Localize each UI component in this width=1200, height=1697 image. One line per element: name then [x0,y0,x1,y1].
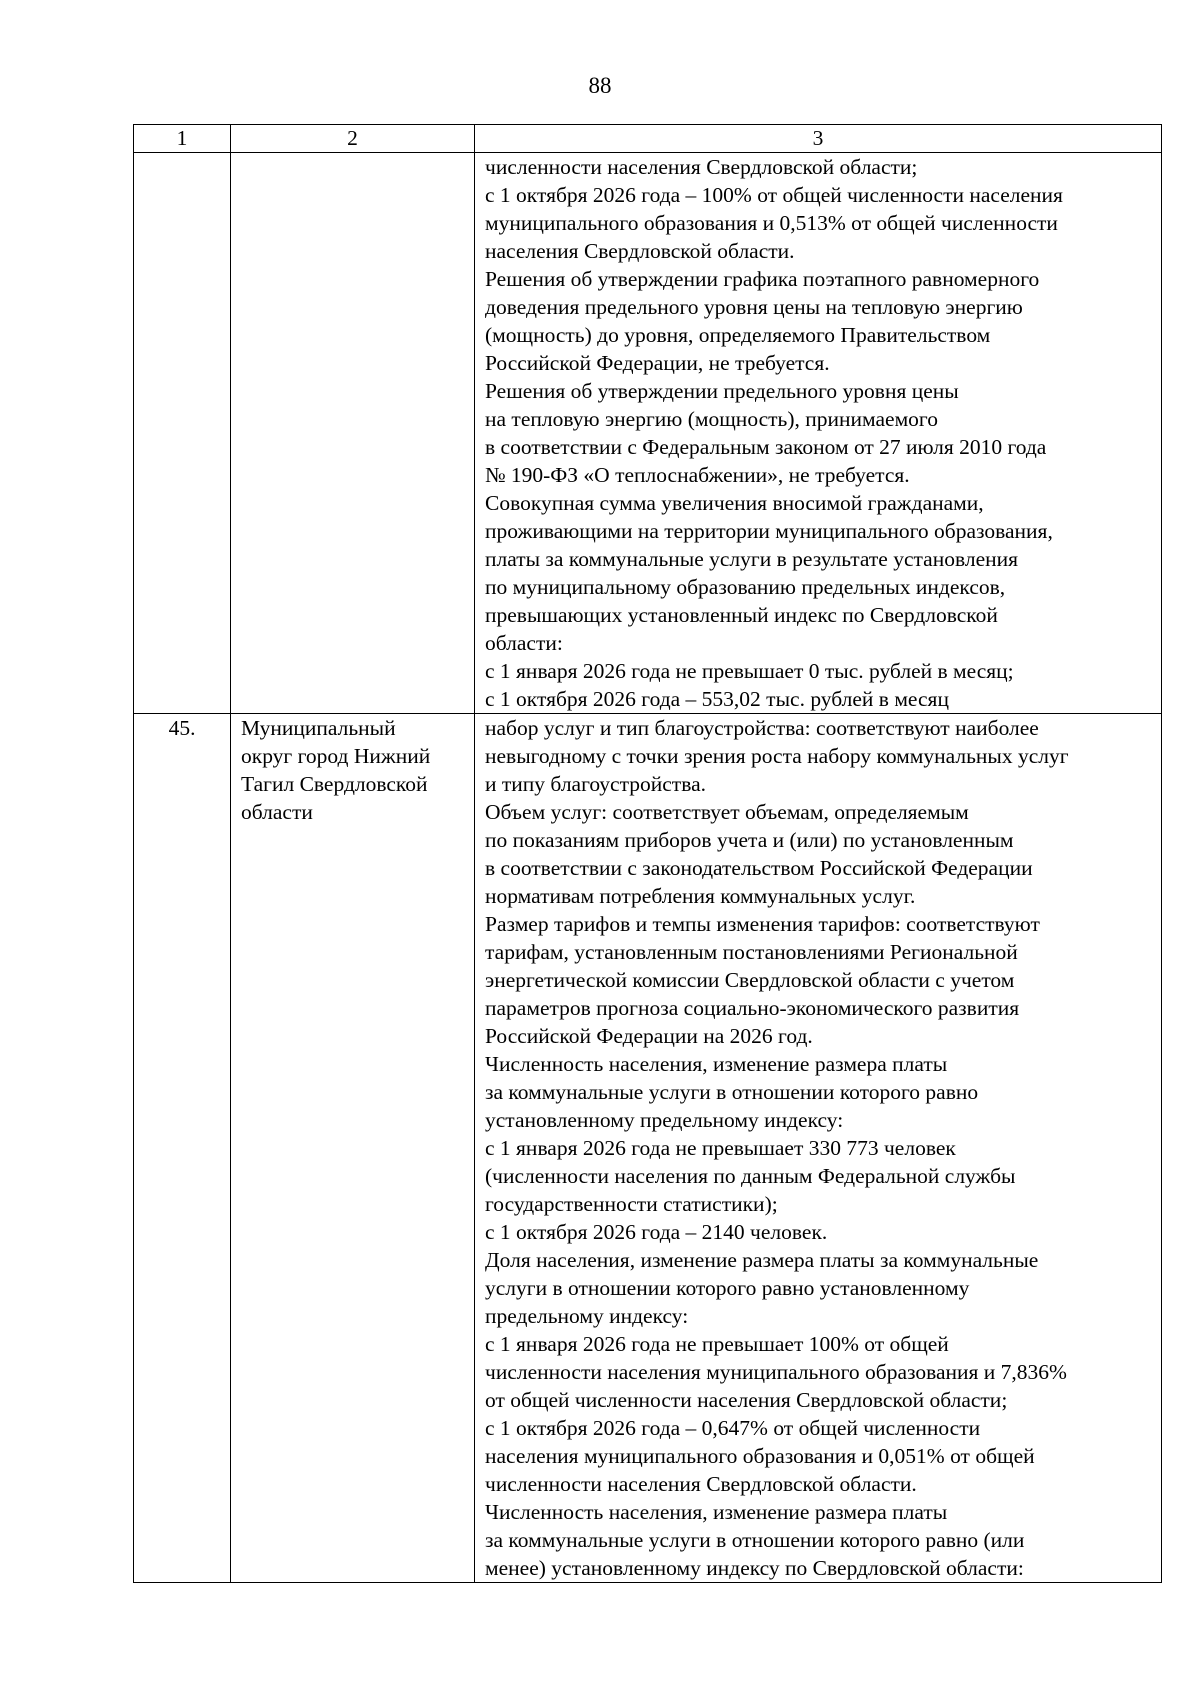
description-line: с 1 октября 2026 года – 0,647% от общей численности [485,1416,981,1440]
table-row [134,714,1162,1583]
description-cell [475,714,1162,1583]
header-col-3: 3 [475,125,1162,153]
description-line: (численности населения по данным Федеральной службы [485,1164,1016,1188]
description-line: Численность населения, изменение размера платы [485,1500,948,1524]
description-line: численности населения муниципального образования и 7,836% [485,1360,1067,1384]
description-line: с 1 октября 2026 года – 100% от общей численности населения [485,183,1063,207]
header-col-2: 2 [231,125,475,153]
description-line: и типу благоустройства. [485,772,706,796]
description-line: численности населения Свердловской области. [485,1472,917,1496]
row-number-cell: 45. [134,714,231,1583]
row-number-cell [134,153,231,714]
municipality-name-line: области [241,800,313,824]
description-line: менее) установленному индексу по Свердловской области: [485,1556,1024,1580]
description-line: в соответствии с Федеральным законом от 27 июля 2010 года [485,435,1047,459]
document-table [133,124,1162,1583]
description-line: Решения об утверждении графика поэтапного равномерного [485,267,1040,291]
description-line: с 1 января 2026 года не превышает 0 тыс. рублей в месяц; [485,659,1014,683]
description-line: с 1 января 2026 года не превышает 100% от общей [485,1332,949,1356]
description-line: за коммунальные услуги в отношении которого равно [485,1080,979,1104]
description-line: № 190-ФЗ «О теплоснабжении», не требуется. [485,463,910,487]
description-line: муниципального образования и 0,513% от общей численности [485,211,1058,235]
municipality-name-line: Муниципальный [241,716,396,740]
description-line: невыгодному с точки зрения роста набору коммунальных услуг [485,744,1069,768]
description-line: услуги в отношении которого равно установленному [485,1276,970,1300]
description-line: Размер тарифов и темпы изменения тарифов: соответствуют [485,912,1040,936]
description-line: проживающими на территории муниципального образования, [485,519,1053,543]
description-line: (мощность) до уровня, определяемого Правительством [485,323,991,347]
description-line: параметров прогноза социально-экономического развития [485,996,1020,1020]
description-line: численности населения Свердловской области; [485,155,918,179]
description-line: в соответствии с законодательством Российской Федерации [485,856,1033,880]
description-line: превышающих установленный индекс по Свердловской [485,603,998,627]
description-line: тарифам, установленным постановлениями Региональной [485,940,1018,964]
description-line: от общей численности населения Свердловской области; [485,1388,1008,1412]
page-number: 88 [588,73,612,98]
description-line: Российской Федерации на 2026 год. [485,1024,813,1048]
description-cell [475,153,1162,714]
description-line: предельному индексу: [485,1304,689,1328]
description-line: населения муниципального образования и 0,051% от общей [485,1444,1035,1468]
description-line: с 1 октября 2026 года – 553,02 тыс. рублей в месяц [485,687,949,711]
description-line: по показаниям приборов учета и (или) по установленным [485,828,1014,852]
description-line: доведения предельного уровня цены на тепловую энергию [485,295,1023,319]
description-line: Объем услуг: соответствует объемам, определяемым [485,800,969,824]
description-line: с 1 января 2026 года не превышает 330 773 человек [485,1136,956,1160]
municipality-name-line: округ город Нижний [241,744,431,768]
description-line: платы за коммунальные услуги в результате установления [485,547,1019,571]
description-line: Российской Федерации, не требуется. [485,351,830,375]
description-line: с 1 октября 2026 года – 2140 человек. [485,1220,828,1244]
description-line: области: [485,631,563,655]
description-line: Решения об утверждении предельного уровня цены [485,379,959,403]
description-line: на тепловую энергию (мощность), принимаемого [485,407,938,431]
description-line: по муниципальному образованию предельных индексов, [485,575,1006,599]
description-line: Доля населения, изменение размера платы за коммунальные [485,1248,1039,1272]
municipality-name-line: Тагил Свердловской [241,772,428,796]
description-line: за коммунальные услуги в отношении которого равно (или [485,1528,1025,1552]
description-line: набор услуг и тип благоустройства: соответствуют наиболее [485,716,1039,740]
description-line: энергетической комиссии Свердловской области с учетом [485,968,1015,992]
municipality-name-cell [231,153,475,714]
municipality-name-cell [231,714,475,1583]
table-header-row [134,125,1162,153]
description-line: государственности статистики); [485,1192,778,1216]
description-line: Численность населения, изменение размера платы [485,1052,948,1076]
description-line: Совокупная сумма увеличения вносимой гражданами, [485,491,984,515]
description-line: установленному предельному индексу: [485,1108,844,1132]
description-line: населения Свердловской области. [485,239,795,263]
table-row [134,153,1162,714]
header-col-1: 1 [134,125,231,153]
description-line: нормативам потребления коммунальных услуг. [485,884,916,908]
